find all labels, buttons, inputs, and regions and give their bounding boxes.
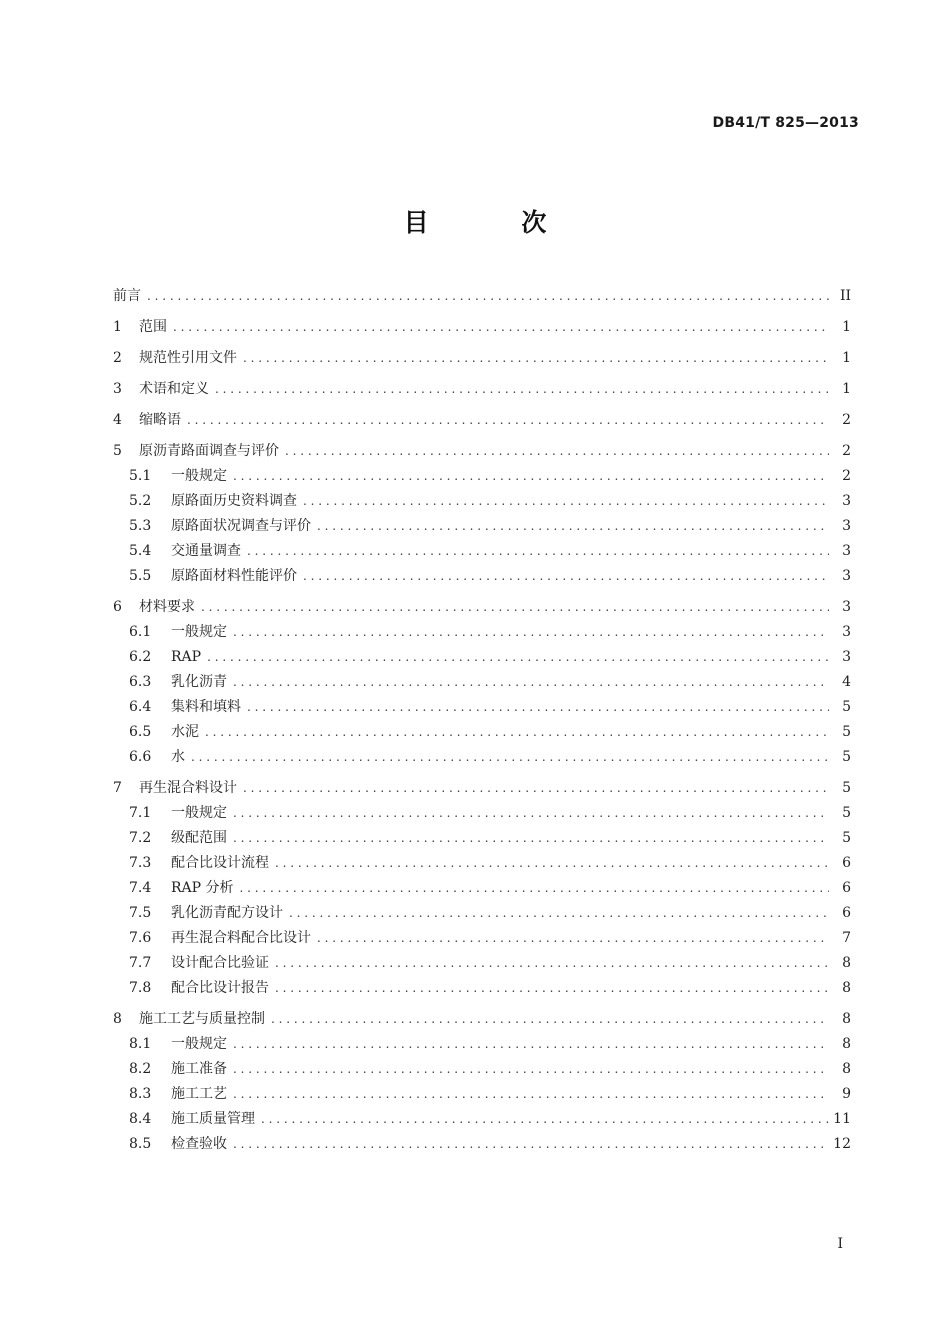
toc-entry-label: RAP: [171, 649, 202, 665]
toc-entry-page: 8: [842, 980, 851, 996]
toc-entry-page: 3: [842, 624, 851, 640]
toc-entry-label: RAP 分析: [171, 880, 234, 896]
toc-entry[interactable]: [113, 951, 851, 976]
toc-entry-number: 1: [113, 319, 122, 335]
toc-entry-label: 水泥: [171, 724, 199, 740]
toc-entry-page: 2: [842, 412, 851, 428]
toc-dot-leader: [317, 514, 829, 539]
toc-dot-leader: [247, 695, 829, 720]
toc-entry-label: 一般规定: [171, 1036, 227, 1052]
toc-entry-page: 11: [833, 1111, 851, 1127]
toc-entry-page: 12: [833, 1136, 851, 1152]
toc-dot-leader: [205, 720, 829, 745]
toc-entry-label: 施工工艺: [171, 1086, 227, 1102]
toc-entry[interactable]: [113, 346, 851, 371]
toc-entry-number: 7.4: [129, 880, 152, 896]
standard-code: DB41/T 825—2013: [712, 115, 859, 131]
toc-entry-page: 7: [842, 930, 851, 946]
toc-entry-label: 配合比设计流程: [171, 855, 269, 871]
toc-entry-page: 3: [842, 649, 851, 665]
toc-entry[interactable]: [113, 620, 851, 645]
table-of-contents: [113, 284, 851, 1157]
toc-entry-number: 7.5: [129, 905, 152, 921]
toc-dot-leader: [187, 408, 829, 433]
toc-entry-label: 检查验收: [171, 1136, 227, 1152]
toc-entry-number: 5.5: [129, 568, 152, 584]
toc-entry-label: 施工质量管理: [171, 1111, 255, 1127]
toc-entry[interactable]: [113, 826, 851, 851]
toc-entry-number: 8.5: [129, 1136, 152, 1152]
toc-dot-leader: [275, 951, 829, 976]
toc-entry-number: 5.1: [129, 468, 152, 484]
toc-entry-page: 6: [842, 905, 851, 921]
toc-dot-leader: [233, 464, 829, 489]
toc-entry[interactable]: [113, 284, 851, 309]
toc-entry-number: 6.1: [129, 624, 152, 640]
toc-entry-number: 8.2: [129, 1061, 152, 1077]
toc-dot-leader: [233, 1132, 829, 1157]
toc-entry-page: II: [839, 288, 851, 304]
toc-entry-page: 9: [842, 1086, 851, 1102]
toc-entry-page: 2: [842, 443, 851, 459]
toc-entry[interactable]: [113, 876, 851, 901]
toc-entry[interactable]: [113, 670, 851, 695]
toc-entry-label: 原路面状况调查与评价: [171, 518, 311, 534]
toc-dot-leader: [233, 620, 829, 645]
toc-entry[interactable]: [113, 976, 851, 1001]
toc-entry-page: 3: [842, 493, 851, 509]
toc-entry-page: 5: [842, 699, 851, 715]
toc-entry-label: 集料和填料: [171, 699, 241, 715]
toc-entry[interactable]: [113, 720, 851, 745]
toc-entry-page: 1: [842, 319, 851, 335]
toc-dot-leader: [303, 564, 829, 589]
toc-entry[interactable]: [113, 539, 851, 564]
toc-entry[interactable]: [113, 851, 851, 876]
toc-entry-number: 7.7: [129, 955, 152, 971]
toc-entry[interactable]: [113, 439, 851, 464]
toc-entry-number: 5.3: [129, 518, 152, 534]
toc-entry-label: 配合比设计报告: [171, 980, 269, 996]
toc-entry[interactable]: [113, 315, 851, 340]
toc-dot-leader: [275, 976, 829, 1001]
toc-entry[interactable]: [113, 776, 851, 801]
toc-entry[interactable]: [113, 901, 851, 926]
toc-entry-number: 2: [113, 350, 122, 366]
toc-entry-number: 7.6: [129, 930, 152, 946]
toc-entry-label: 一般规定: [171, 624, 227, 640]
toc-dot-leader: [243, 776, 829, 801]
toc-dot-leader: [215, 377, 829, 402]
toc-entry[interactable]: [113, 1057, 851, 1082]
toc-entry-page: 3: [842, 599, 851, 615]
toc-entry-number: 8.4: [129, 1111, 152, 1127]
toc-dot-leader: [289, 901, 829, 926]
toc-entry-number: 5: [113, 443, 122, 459]
toc-entry[interactable]: [113, 926, 851, 951]
toc-entry-label: 水: [171, 749, 185, 765]
toc-dot-leader: [147, 284, 829, 309]
toc-entry-label: 再生混合料设计: [139, 780, 237, 796]
toc-entry-number: 5.4: [129, 543, 152, 559]
toc-entry-number: 8: [113, 1011, 122, 1027]
toc-dot-leader: [233, 1082, 829, 1107]
toc-entry-label: 一般规定: [171, 805, 227, 821]
toc-dot-leader: [317, 926, 829, 951]
toc-entry-page: 8: [842, 955, 851, 971]
toc-entry-page: 6: [842, 855, 851, 871]
toc-entry[interactable]: [113, 1132, 851, 1157]
toc-entry-label: 前言: [113, 288, 141, 304]
toc-dot-leader: [243, 346, 829, 371]
toc-dot-leader: [201, 595, 829, 620]
toc-dot-leader: [191, 745, 829, 770]
toc-entry-label: 再生混合料配合比设计: [171, 930, 311, 946]
toc-entry-number: 5.2: [129, 493, 152, 509]
toc-entry-label: 交通量调查: [171, 543, 241, 559]
toc-entry-label: 乳化沥青: [171, 674, 227, 690]
toc-entry[interactable]: [113, 595, 851, 620]
toc-dot-leader: [233, 670, 829, 695]
toc-entry-number: 4: [113, 412, 122, 428]
toc-entry-number: 6.4: [129, 699, 152, 715]
toc-entry-number: 6: [113, 599, 122, 615]
toc-dot-leader: [285, 439, 829, 464]
toc-entry[interactable]: [113, 695, 851, 720]
toc-dot-leader: [271, 1007, 829, 1032]
toc-entry-number: 8.1: [129, 1036, 152, 1052]
toc-entry[interactable]: [113, 564, 851, 589]
toc-entry-label: 术语和定义: [139, 381, 209, 397]
toc-entry-label: 规范性引用文件: [139, 350, 237, 366]
toc-entry-page: 2: [842, 468, 851, 484]
toc-entry-page: 1: [842, 381, 851, 397]
toc-entry-label: 原路面历史资料调查: [171, 493, 297, 509]
toc-entry-page: 3: [842, 543, 851, 559]
toc-dot-leader: [233, 1057, 829, 1082]
toc-entry-label: 施工工艺与质量控制: [139, 1011, 265, 1027]
toc-entry-number: 7: [113, 780, 122, 796]
toc-entry-page: 8: [842, 1061, 851, 1077]
toc-dot-leader: [275, 851, 829, 876]
toc-entry[interactable]: [113, 645, 851, 670]
toc-entry-page: 6: [842, 880, 851, 896]
toc-entry-label: 级配范围: [171, 830, 227, 846]
toc-entry-number: 7.8: [129, 980, 152, 996]
toc-dot-leader: [207, 645, 829, 670]
toc-entry-label: 原沥青路面调查与评价: [139, 443, 279, 459]
toc-entry[interactable]: [113, 801, 851, 826]
toc-entry-page: 3: [842, 568, 851, 584]
toc-entry-page: 5: [842, 724, 851, 740]
toc-entry-page: 8: [842, 1011, 851, 1027]
toc-entry-number: 6.6: [129, 749, 152, 765]
toc-entry[interactable]: [113, 464, 851, 489]
toc-entry-page: 5: [842, 830, 851, 846]
toc-entry[interactable]: [113, 377, 851, 402]
toc-entry-number: 6.5: [129, 724, 152, 740]
toc-dot-leader: [261, 1107, 829, 1132]
toc-entry[interactable]: [113, 1107, 851, 1132]
toc-entry-number: 6.2: [129, 649, 152, 665]
toc-entry-number: 7.1: [129, 805, 152, 821]
page-title: 目 次: [403, 208, 589, 237]
toc-entry[interactable]: [113, 408, 851, 433]
toc-entry[interactable]: [113, 1032, 851, 1057]
toc-entry[interactable]: [113, 1082, 851, 1107]
toc-entry-number: 7.2: [129, 830, 152, 846]
toc-entry-page: 5: [842, 749, 851, 765]
toc-entry-label: 施工准备: [171, 1061, 227, 1077]
toc-dot-leader: [247, 539, 829, 564]
toc-entry-page: 4: [842, 674, 851, 690]
toc-entry[interactable]: [113, 745, 851, 770]
toc-entry-label: 范围: [139, 319, 167, 335]
toc-dot-leader: [173, 315, 829, 340]
toc-entry-number: 3: [113, 381, 122, 397]
toc-entry-page: 3: [842, 518, 851, 534]
toc-dot-leader: [233, 826, 829, 851]
toc-entry-label: 设计配合比验证: [171, 955, 269, 971]
toc-entry[interactable]: [113, 1007, 851, 1032]
toc-entry-label: 原路面材料性能评价: [171, 568, 297, 584]
toc-entry-label: 缩略语: [139, 412, 181, 428]
toc-entry-label: 材料要求: [139, 599, 195, 615]
toc-entry-page: 1: [842, 350, 851, 366]
toc-entry-number: 7.3: [129, 855, 152, 871]
toc-entry[interactable]: [113, 489, 851, 514]
toc-entry-number: 8.3: [129, 1086, 152, 1102]
toc-entry-label: 一般规定: [171, 468, 227, 484]
toc-entry-page: 5: [842, 780, 851, 796]
toc-entry[interactable]: [113, 514, 851, 539]
toc-entry-page: 5: [842, 805, 851, 821]
toc-entry-page: 8: [842, 1036, 851, 1052]
toc-entry-number: 6.3: [129, 674, 152, 690]
toc-dot-leader: [233, 801, 829, 826]
toc-entry-label: 乳化沥青配方设计: [171, 905, 283, 921]
footer-page-number: I: [837, 1236, 843, 1252]
toc-dot-leader: [233, 1032, 829, 1057]
toc-dot-leader: [240, 876, 829, 901]
toc-dot-leader: [303, 489, 829, 514]
